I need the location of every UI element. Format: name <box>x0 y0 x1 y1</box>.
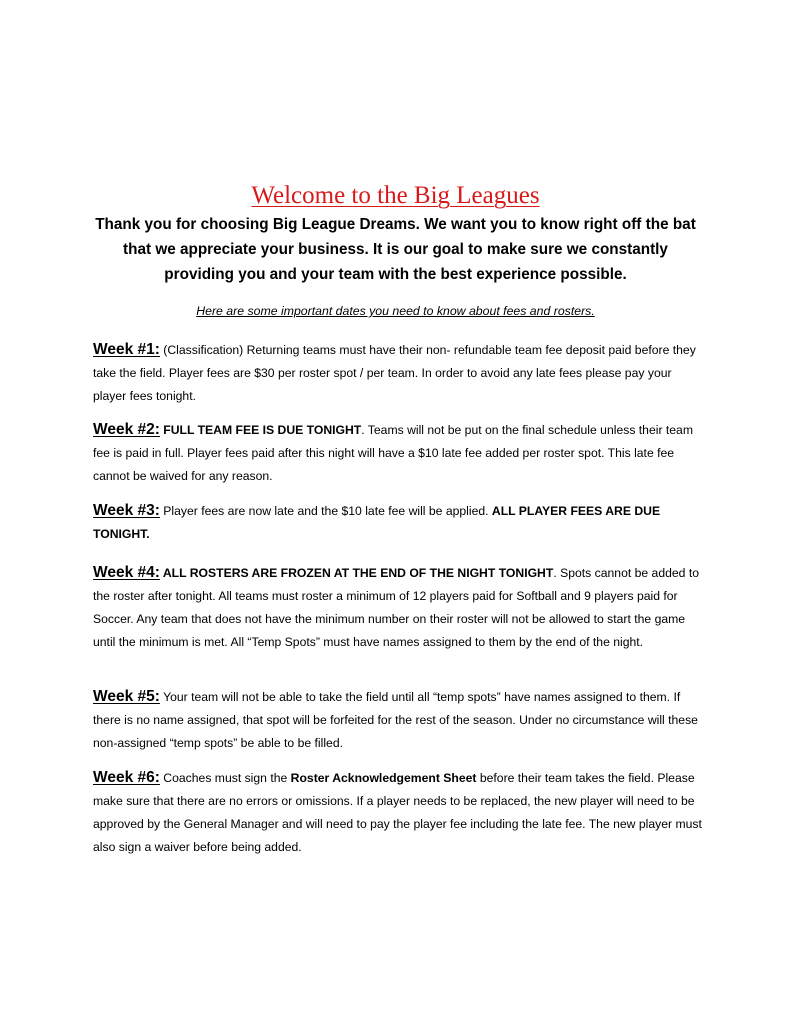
week-5-label: Week #5: <box>93 688 160 705</box>
week-2-bold: FULL TEAM FEE IS DUE TONIGHT <box>159 423 362 437</box>
dates-subtitle: Here are some important dates you need to know about fees and rosters. <box>196 304 595 318</box>
week-2-text: . Teams will not be put on the final schedule unless their team fee is paid in full. Player fees paid after this night will have a $10 late fee added per roster spot. This late fee cannot be waived for any reason. <box>93 423 693 483</box>
week-1-text: (Classification) Returning teams must have their non- refundable team fee deposit paid before they take the field. Player fees are $30 per roster spot / per team. In order to avoid any late fees please pay your player fees tonight. <box>93 343 696 403</box>
week-6-label: Week #6: <box>93 769 160 786</box>
week-2-label: Week #2: <box>93 421 160 438</box>
week-1-paragraph <box>93 338 705 408</box>
week-4-bold: ALL ROSTERS ARE FROZEN AT THE END OF THE NIGHT TONIGHT <box>159 566 554 580</box>
week-2-paragraph <box>93 418 705 488</box>
week-1-label: Week #1: <box>93 341 160 358</box>
week-3-bold-2: ALL PLAYER FEES ARE DUE TONIGHT. <box>93 504 661 541</box>
intro-paragraph: Thank you for choosing Big League Dreams. We want you to know right off the bat that we appreciate your business. It is our goal to make sure we constantly providing you and your team with the best experience possible. <box>95 216 696 283</box>
week-5-paragraph <box>93 685 705 755</box>
week-3-text: Player fees are now late and the $10 late fee will be applied. <box>159 504 492 518</box>
week-6-paragraph <box>93 766 705 859</box>
week-4-label: Week #4: <box>93 564 160 581</box>
week-3-paragraph <box>93 499 705 546</box>
week-4-paragraph <box>93 561 705 654</box>
week-3-label: Week #3: <box>93 502 160 519</box>
page-title: Welcome to the Big Leagues <box>251 182 540 209</box>
week-5-text: Your team will not be able to take the field until all “temp spots” have names assigned to them. If there is no name assigned, that spot will be forfeited for the rest of the season. Under no circumstance will these non-assigned “temp spots” be able to be filled. <box>93 690 698 750</box>
week-6-bold-2: Roster Acknowledgement Sheet <box>290 771 477 785</box>
week-6-text-2: before their team takes the field. Please make sure that there are no errors or omissions. If a player needs to be replaced, the new player will need to be approved by the General Manager and will need to pay the player fee including the late fee. The new player must also sign a waiver before being added. <box>93 771 702 854</box>
week-4-text: . Spots cannot be added to the roster after tonight. All teams must roster a minimum of 12 players paid for Softball and 9 players paid for Soccer. Any team that does not have the minimum number on their roster will not be allowed to start the game until the minimum is met. All “Temp Spots” must have names assigned to them by the end of the night. <box>93 566 699 649</box>
week-6-text: Coaches must sign the <box>159 771 291 785</box>
